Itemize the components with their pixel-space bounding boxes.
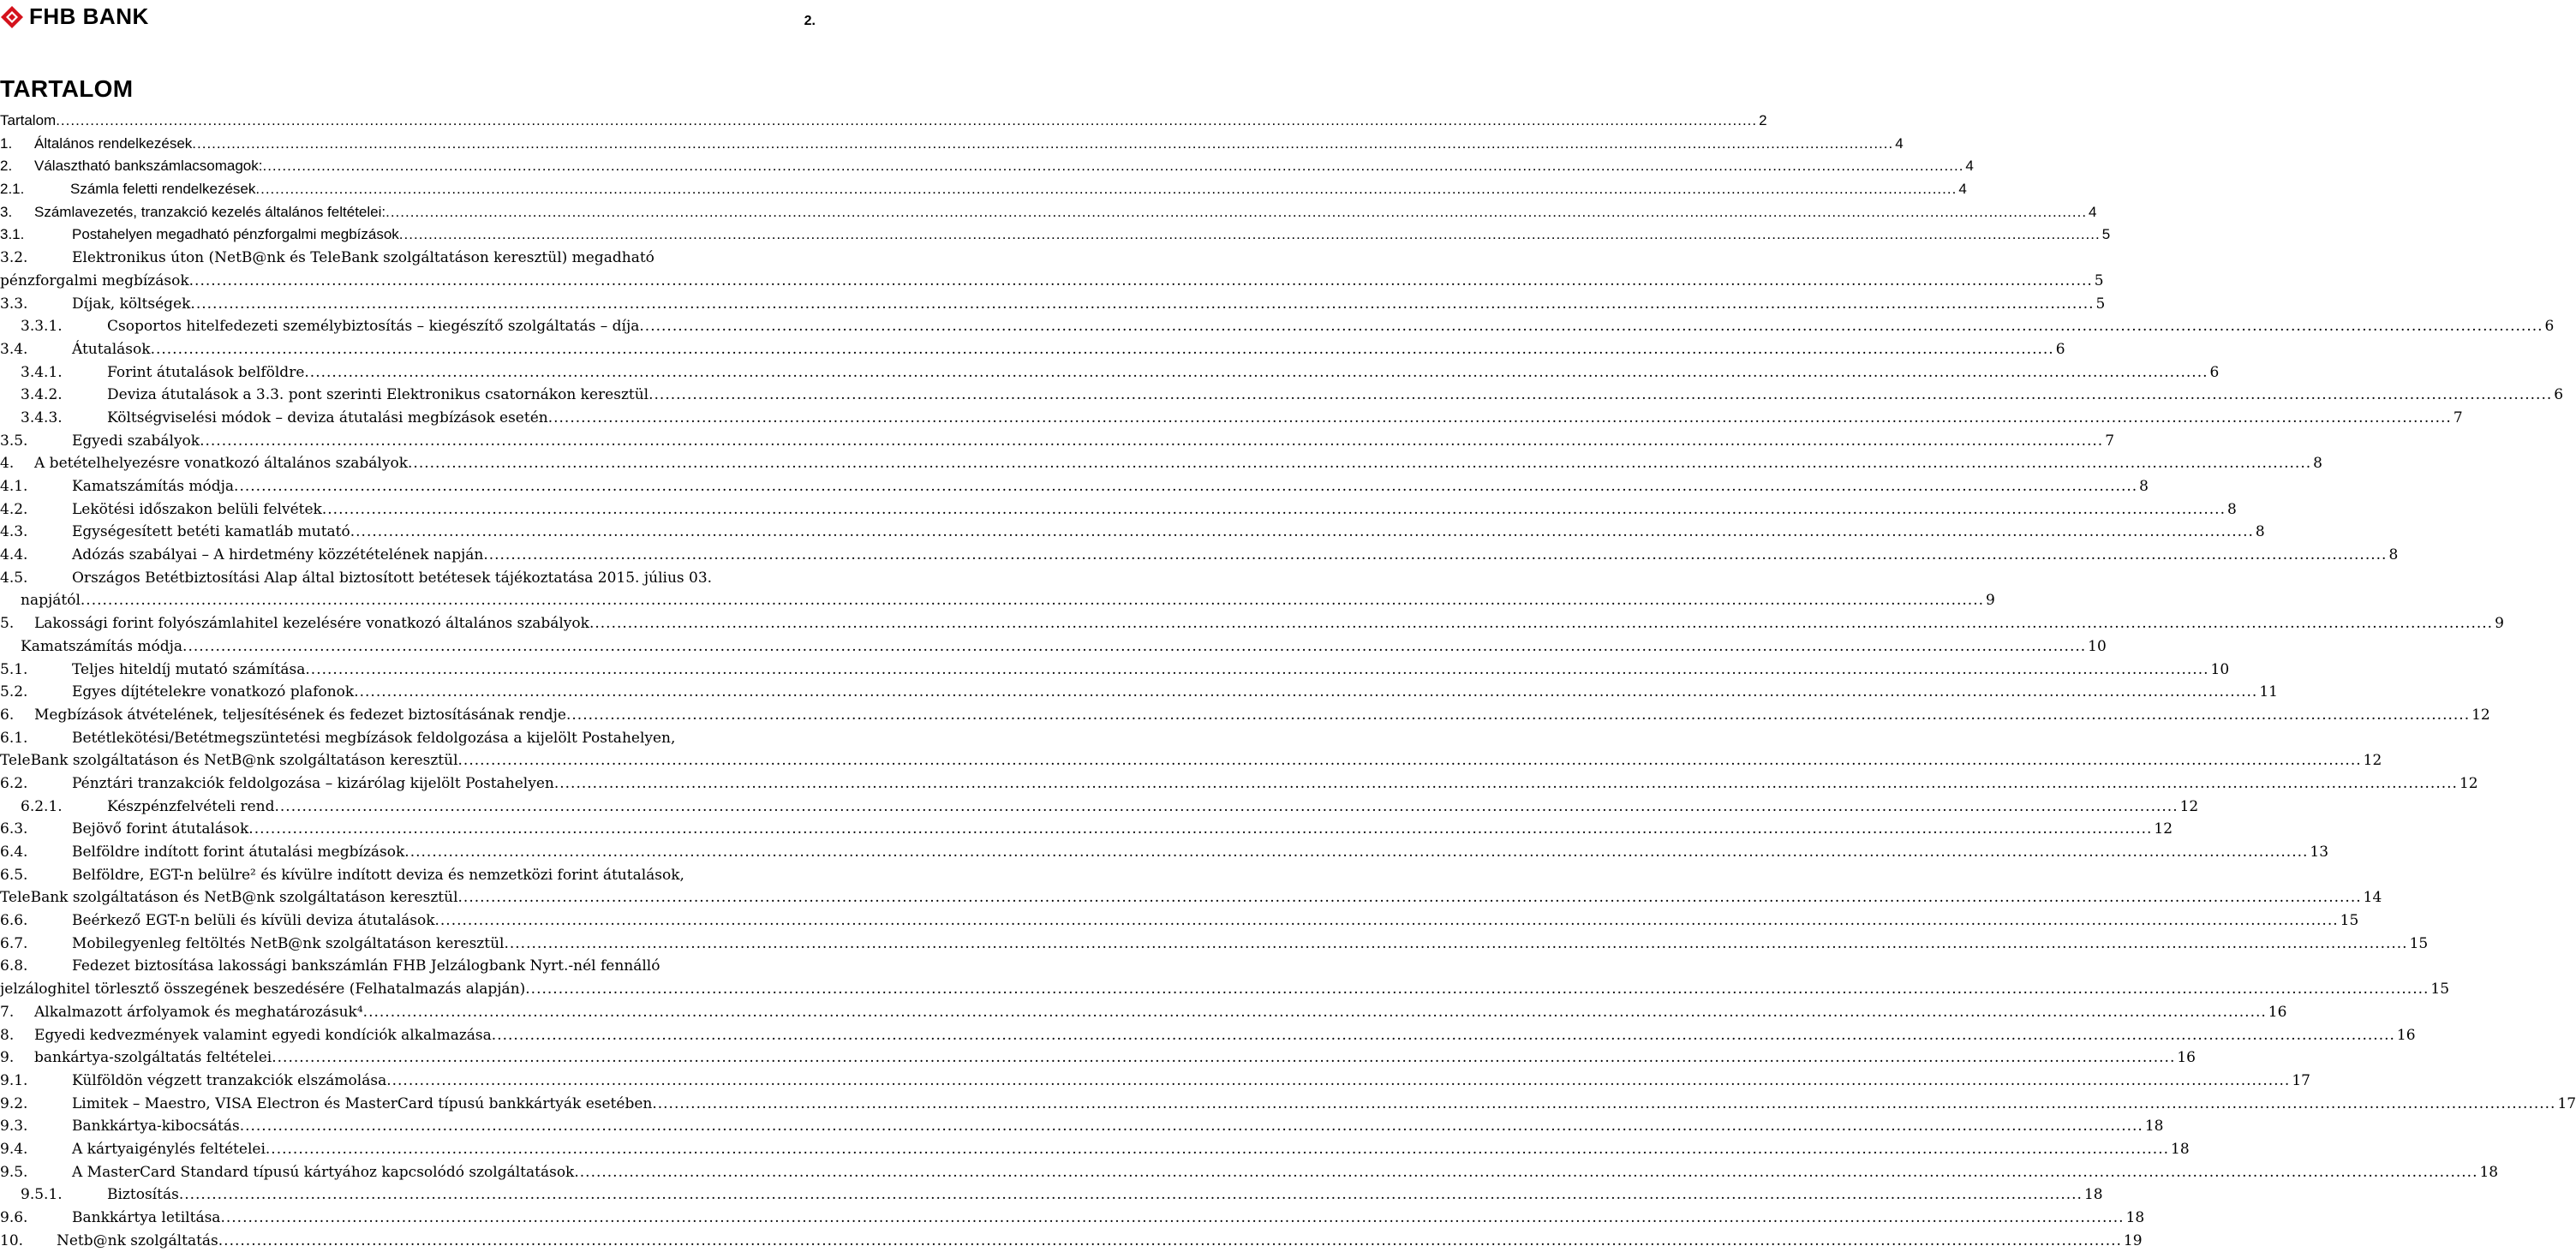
toc-entry-title: Limitek – Maestro, VISA Electron és MasterCard típusú bankkártyák esetében xyxy=(72,1094,653,1112)
toc-entry-title: Költségviselési módok – deviza átutalási megbízások esetén xyxy=(107,408,548,426)
toc-entry[interactable] xyxy=(0,544,2399,567)
toc-entry-number: 4.3. xyxy=(0,523,28,541)
toc-entry-page: 8 xyxy=(2139,478,2149,495)
toc-leader-dots xyxy=(589,612,2493,635)
toc-leader-dots xyxy=(548,407,2452,430)
toc-leader-dots xyxy=(386,1070,2290,1093)
toc-leader-dots xyxy=(639,315,2543,338)
toc-entry-page: 5 xyxy=(2101,226,2111,243)
toc-entry[interactable] xyxy=(0,612,2504,635)
toc-entry-number: 3.1. xyxy=(0,226,25,243)
toc-entry-page: 15 xyxy=(2409,934,2429,952)
toc-entry-page: 7 xyxy=(2105,432,2115,450)
toc-leader-dots xyxy=(248,818,2152,841)
toc-entry-number: 9.5. xyxy=(0,1163,28,1181)
toc-leader-dots xyxy=(363,1001,2267,1024)
toc-entry-title: Megbízások átvételének, teljesítésének és fedezet biztosításának rendje xyxy=(34,706,566,724)
toc-entry-number: 5.1. xyxy=(0,660,28,678)
toc-entry[interactable] xyxy=(0,1115,2164,1138)
toc-leader-dots xyxy=(305,659,2208,682)
toc-leader-dots xyxy=(404,841,2308,864)
toc-leader-dots xyxy=(189,270,2093,293)
toc-entry-page: 9 xyxy=(2495,615,2504,633)
toc-entry-title: Mobilegyenleg feltöltés NetB@nk szolgáltatáson keresztül xyxy=(72,934,505,952)
toc-entry-number: 6.2. xyxy=(0,774,28,792)
toc-entry-title: Postahelyen megadható pénzforgalmi megbízások xyxy=(72,226,399,243)
toc-entry-page: 12 xyxy=(2154,820,2173,838)
toc-leader-dots xyxy=(190,293,2094,316)
toc-leader-dots xyxy=(304,361,2208,385)
toc-entry-title: Bejövő forint átutalások xyxy=(72,820,249,838)
toc-entry[interactable] xyxy=(0,315,2555,338)
toc-entry[interactable] xyxy=(0,727,822,750)
toc-entry-title: TeleBank szolgáltatáson és NetB@nk szolgáltatáson keresztül xyxy=(0,889,458,907)
toc-entry-number: 6.6. xyxy=(0,912,28,930)
toc-entry-title: Lekötési időszakon belüli felvétek xyxy=(72,500,322,518)
toc-entry[interactable] xyxy=(0,933,2429,956)
toc-entry-number: 3.4.3. xyxy=(21,408,63,426)
toc-leader-dots xyxy=(81,589,1984,612)
toc-leader-dots xyxy=(151,338,2054,361)
toc-entry-number: 4.1. xyxy=(0,478,28,495)
toc-entry-title: Csoportos hitelfedezeti személybiztosítás – kiegészítő szolgáltatás – díja xyxy=(107,318,640,336)
toc-entry[interactable] xyxy=(0,133,1904,156)
toc-entry-number: 6.5. xyxy=(0,866,28,884)
toc-entry-title: Egységesített betéti kamatláb mutató xyxy=(72,523,350,541)
toc-entry[interactable] xyxy=(0,978,2450,1001)
toc-leader-dots xyxy=(492,1024,2395,1047)
toc-leader-dots xyxy=(272,1046,2175,1070)
page-number: 2. xyxy=(804,14,816,28)
toc-leader-dots xyxy=(504,933,2407,956)
fhb-logo xyxy=(0,3,149,30)
toc-entry-title: Számla feletti rendelkezések xyxy=(70,181,256,198)
toc-entry-page: 16 xyxy=(2177,1049,2196,1067)
toc-entry-title: Lakossági forint folyószámlahitel kezelésére vonatkozó általános szabályok xyxy=(34,615,589,633)
toc-entry-title: napjától xyxy=(21,592,81,610)
toc-leader-dots xyxy=(234,475,2137,498)
toc-entry-number: 4.4. xyxy=(0,546,28,564)
toc-entry-number: 1. xyxy=(0,134,13,152)
toc-entry-title: Teljes hiteldíj mutató számítása xyxy=(72,660,306,678)
toc-entry-page: 8 xyxy=(2226,500,2237,518)
toc-entry-title: Egyedi szabályok xyxy=(72,432,200,450)
toc-leader-dots xyxy=(240,1115,2143,1138)
toc-entry[interactable] xyxy=(0,772,2478,796)
toc-entry-number: 3.4.1. xyxy=(21,363,63,381)
toc-leader-dots xyxy=(274,796,2178,819)
toc-entry[interactable] xyxy=(0,704,2490,727)
toc-entry[interactable] xyxy=(0,635,2107,659)
toc-entry[interactable] xyxy=(0,270,2104,293)
toc-entry-title: Biztosítás xyxy=(107,1186,179,1204)
toc-leader-dots xyxy=(266,1138,2169,1161)
toc-entry-page: 2 xyxy=(1759,112,1767,128)
toc-leader-dots xyxy=(218,1230,2122,1252)
toc-entry-number: 6.7. xyxy=(0,934,28,952)
toc-leader-dots xyxy=(322,498,2226,522)
toc-entry-title: A kártyaigénylés feltételei xyxy=(72,1140,266,1158)
toc-entry[interactable] xyxy=(0,224,2111,247)
toc-entry-title: Bankkártya-kibocsátás xyxy=(72,1118,240,1136)
toc-entry-number: 2. xyxy=(0,158,13,175)
toc-entry-page: 18 xyxy=(2171,1140,2190,1158)
toc-entry-number: 4.5. xyxy=(0,569,28,587)
toc-entry-number: 6.2.1. xyxy=(21,797,63,815)
toc-entry-page: 6 xyxy=(2544,318,2555,336)
toc-entry-page: 12 xyxy=(2179,797,2199,815)
toc-entry-title: Belföldre indított forint átutalási megbízások xyxy=(72,844,405,861)
toc-entry-title: Alkalmazott árfolyamok és meghatározásuk⁴ xyxy=(34,1003,363,1021)
toc-entry-title: Beérkező EGT-n belüli és kívüli deviza átutalások xyxy=(72,912,435,930)
toc-entry-page: 6 xyxy=(2209,363,2220,381)
toc-entry-number: 5.2. xyxy=(0,683,28,701)
toc-entry-title: bankártya-szolgáltatás feltételei xyxy=(34,1049,272,1067)
toc-entry-title: Belföldre, EGT-n belülre² és kívülre indított deviza és nemzetközi forint átutalások, xyxy=(72,866,684,884)
toc-entry-number: 6. xyxy=(0,706,15,724)
toc-entry[interactable] xyxy=(0,1207,2145,1230)
toc-entry-page: 12 xyxy=(2471,706,2490,724)
toc-entry[interactable] xyxy=(0,293,2106,316)
toc-entry[interactable] xyxy=(0,407,2463,430)
toc-entry-page: 12 xyxy=(2363,752,2382,770)
toc-entry-page: 4 xyxy=(1965,158,1974,175)
toc-entry[interactable] xyxy=(0,110,1767,133)
page-header xyxy=(0,0,822,51)
toc-leader-dots xyxy=(554,772,2458,796)
toc-entry-page: 16 xyxy=(2396,1026,2416,1044)
toc-leader-dots xyxy=(399,224,2101,247)
toc-entry-number: 7. xyxy=(0,1003,15,1021)
toc-entry-title: A MasterCard Standard típusú kártyához kapcsolódó szolgáltatások xyxy=(72,1163,575,1181)
toc-leader-dots xyxy=(262,155,1963,178)
toc-entry[interactable] xyxy=(0,1046,2196,1070)
toc-entry-page: 19 xyxy=(2123,1231,2143,1249)
toc-entry-title: A betételhelyezésre vonatkozó általános szabályok xyxy=(34,455,409,473)
table-of-contents xyxy=(0,110,2576,1252)
toc-entry[interactable] xyxy=(0,1024,2416,1047)
toc-entry-page: 8 xyxy=(2255,523,2265,541)
toc-entry-title: Külföldön végzett tranzakciók elszámolása xyxy=(72,1071,387,1089)
toc-entry[interactable] xyxy=(0,681,2278,704)
toc-entry-number: 3. xyxy=(0,203,13,220)
toc-leader-dots xyxy=(192,133,1893,156)
toc-entry-title: Országos Betétbiztosítási Alap által biztosított betétesek tájékoztatása 2015. július 03. xyxy=(72,569,713,587)
toc-entry[interactable] xyxy=(0,749,2382,772)
toc-entry[interactable] xyxy=(0,498,2237,522)
toc-entry-title: jelzáloghitel törlesztő összegének beszedésére (Felhatalmazás alapján) xyxy=(0,981,526,999)
toc-entry-title: Egyes díjtételekre vonatkozó plafonok xyxy=(72,683,355,701)
toc-entry-page: 17 xyxy=(2292,1071,2310,1089)
toc-entry-title: Készpénzfelvételi rend xyxy=(107,797,275,815)
toc-entry-number: 9.1. xyxy=(0,1071,28,1089)
toc-entry-page: 8 xyxy=(2313,455,2322,473)
toc-entry-page: 4 xyxy=(2089,203,2097,220)
toc-entry-page: 17 xyxy=(2557,1094,2576,1112)
toc-entry-number: 6.4. xyxy=(0,844,28,861)
toc-entry[interactable] xyxy=(0,338,2065,361)
toc-entry-number: 9.2. xyxy=(0,1094,28,1112)
toc-leader-dots xyxy=(458,749,2362,772)
toc-entry-page: 15 xyxy=(2430,981,2450,999)
toc-leader-dots xyxy=(179,1183,2083,1207)
toc-entry-title: Elektronikus úton (NetB@nk és TeleBank szolgáltatáson keresztül) megadható xyxy=(72,249,654,267)
toc-entry-page: 4 xyxy=(1958,181,1967,198)
toc-entry[interactable] xyxy=(0,567,822,590)
toc-entry-number: 3.3.1. xyxy=(21,318,63,336)
toc-entry-page: 7 xyxy=(2453,408,2463,426)
toc-entry-page: 10 xyxy=(2088,637,2107,655)
toc-entry-number: 3.3. xyxy=(0,295,28,313)
toc-entry[interactable] xyxy=(0,247,822,270)
toc-entry-page: 10 xyxy=(2210,660,2230,678)
toc-entry-title: Fedezet biztosítása lakossági bankszámlán FHB Jelzálogbank Nyrt.-nél fennálló xyxy=(72,957,660,975)
toc-entry-number: 9.5.1. xyxy=(21,1186,63,1204)
toc-entry[interactable] xyxy=(0,909,2359,933)
toc-entry-title: Betétlekötési/Betétmegszüntetési megbízások feldolgozása a kijelölt Postahelyen, xyxy=(72,729,676,747)
toc-entry[interactable] xyxy=(0,475,2149,498)
toc-entry-number: 6.3. xyxy=(0,820,28,838)
toc-leader-dots xyxy=(435,909,2339,933)
toc-entry[interactable] xyxy=(0,659,2230,682)
toc-entry[interactable] xyxy=(0,521,2265,544)
toc-leader-dots xyxy=(354,681,2257,704)
toc-leader-dots xyxy=(648,384,2552,407)
toc-entry-number: 9.6. xyxy=(0,1209,28,1226)
toc-entry-number: 4. xyxy=(0,455,15,473)
toc-leader-dots xyxy=(350,521,2254,544)
toc-entry-number: 3.4.2. xyxy=(21,386,63,404)
toc-entry-number: 6.8. xyxy=(0,957,28,975)
toc-entry[interactable] xyxy=(0,1093,2576,1116)
toc-entry-page: 5 xyxy=(2095,295,2106,313)
toc-entry-page: 13 xyxy=(2310,844,2329,861)
toc-entry[interactable] xyxy=(0,361,2220,385)
toc-entry-title: Választható bankszámlacsomagok: xyxy=(34,158,263,175)
toc-entry-page: 5 xyxy=(2094,271,2104,289)
toc-leader-dots xyxy=(56,110,1757,133)
toc-entry[interactable] xyxy=(0,1161,2499,1184)
toc-entry-number: 3.4. xyxy=(0,340,28,358)
toc-entry-page: 8 xyxy=(2388,546,2399,564)
toc-entry[interactable] xyxy=(0,864,822,887)
toc-leader-dots xyxy=(182,635,2086,659)
page-title: TARTALOM xyxy=(0,75,134,102)
toc-entry-number: 3.5. xyxy=(0,432,28,450)
toc-entry-title: Kamatszámítás módja xyxy=(72,478,235,495)
toc-leader-dots xyxy=(458,886,2362,909)
toc-entry-number: 2.1. xyxy=(0,181,25,198)
toc-entry[interactable] xyxy=(0,589,1995,612)
toc-entry[interactable] xyxy=(0,796,2199,819)
toc-leader-dots xyxy=(220,1207,2124,1230)
toc-entry-page: 18 xyxy=(2144,1118,2164,1136)
toc-leader-dots xyxy=(386,201,2087,224)
toc-entry-number: 10. xyxy=(0,1231,24,1249)
toc-entry-title: TeleBank szolgáltatáson és NetB@nk szolgáltatáson keresztül xyxy=(0,752,458,770)
toc-entry-title: Átutalások xyxy=(72,340,151,358)
toc-entry[interactable] xyxy=(0,1001,2287,1024)
toc-entry-number: 5. xyxy=(0,615,15,633)
toc-entry[interactable] xyxy=(0,201,2097,224)
toc-entry-page: 6 xyxy=(2055,340,2065,358)
toc-entry-page: 12 xyxy=(2459,774,2478,792)
toc-entry[interactable] xyxy=(0,1138,2190,1161)
toc-entry-title: Pénztári tranzakciók feldolgozása – kizárólag kijelölt Postahelyen xyxy=(72,774,554,792)
toc-entry-number: 3.2. xyxy=(0,249,28,267)
toc-entry[interactable] xyxy=(0,1183,2103,1207)
toc-entry-number: 9.3. xyxy=(0,1118,28,1136)
toc-entry-page: 14 xyxy=(2363,889,2382,907)
toc-entry[interactable] xyxy=(0,886,2382,909)
toc-entry-number: 9.4. xyxy=(0,1140,28,1158)
toc-leader-dots xyxy=(200,430,2103,453)
toc-entry-page: 4 xyxy=(1895,134,1904,152)
toc-entry-title: pénzforgalmi megbízások xyxy=(0,271,189,289)
toc-entry[interactable] xyxy=(0,178,1967,201)
toc-leader-dots xyxy=(525,978,2429,1001)
toc-entry-number: 6.1. xyxy=(0,729,28,747)
toc-entry-page: 18 xyxy=(2479,1163,2499,1181)
toc-leader-dots xyxy=(483,544,2387,567)
toc-entry-title: Tartalom xyxy=(0,112,57,128)
toc-entry[interactable] xyxy=(0,452,2322,475)
toc-entry[interactable] xyxy=(0,841,2329,864)
toc-entry[interactable] xyxy=(0,955,822,978)
toc-entry[interactable] xyxy=(0,818,2173,841)
toc-entry-title: Kamatszámítás módja xyxy=(21,637,183,655)
toc-entry-title: Számlavezetés, tranzakció kezelés általános feltételei: xyxy=(34,203,386,220)
toc-entry-page: 18 xyxy=(2083,1186,2103,1204)
logo-text: FHB BANK xyxy=(29,3,149,29)
toc-entry[interactable] xyxy=(0,430,2115,453)
toc-leader-dots xyxy=(566,704,2470,727)
toc-leader-dots xyxy=(255,178,1957,201)
toc-entry-title: Egyedi kedvezmények valamint egyedi kondíciók alkalmazása xyxy=(34,1026,492,1044)
toc-entry[interactable] xyxy=(0,1230,2143,1252)
toc-leader-dots xyxy=(408,452,2311,475)
toc-entry-title: Netb@nk szolgáltatás xyxy=(57,1231,218,1249)
toc-entry[interactable] xyxy=(0,155,1974,178)
toc-entry-page: 15 xyxy=(2340,912,2359,930)
toc-entry[interactable] xyxy=(0,1070,2310,1093)
toc-entry-page: 9 xyxy=(1986,592,1995,610)
toc-leader-dots xyxy=(574,1161,2477,1184)
toc-leader-dots xyxy=(652,1093,2555,1116)
toc-entry-title: Forint átutalások belföldre xyxy=(107,363,305,381)
toc-entry[interactable] xyxy=(0,384,2564,407)
toc-entry-number: 4.2. xyxy=(0,500,28,518)
toc-entry-title: Bankkártya letiltása xyxy=(72,1209,221,1226)
toc-entry-title: Deviza átutalások a 3.3. pont szerinti Elektronikus csatornákon keresztül xyxy=(107,386,649,404)
toc-entry-page: 18 xyxy=(2125,1209,2145,1226)
toc-entry-page: 16 xyxy=(2268,1003,2287,1021)
fhb-logo-icon xyxy=(0,5,24,29)
toc-entry-number: 9. xyxy=(0,1049,15,1067)
toc-entry-page: 6 xyxy=(2554,386,2564,404)
toc-entry-title: Általános rendelkezések xyxy=(34,134,193,152)
toc-entry-title: Díjak, költségek xyxy=(72,295,191,313)
toc-entry-number: 8. xyxy=(0,1026,15,1044)
toc-entry-page: 11 xyxy=(2259,683,2278,701)
toc-entry-title: Adózás szabályai – A hirdetmény közzétételének napján xyxy=(72,546,484,564)
